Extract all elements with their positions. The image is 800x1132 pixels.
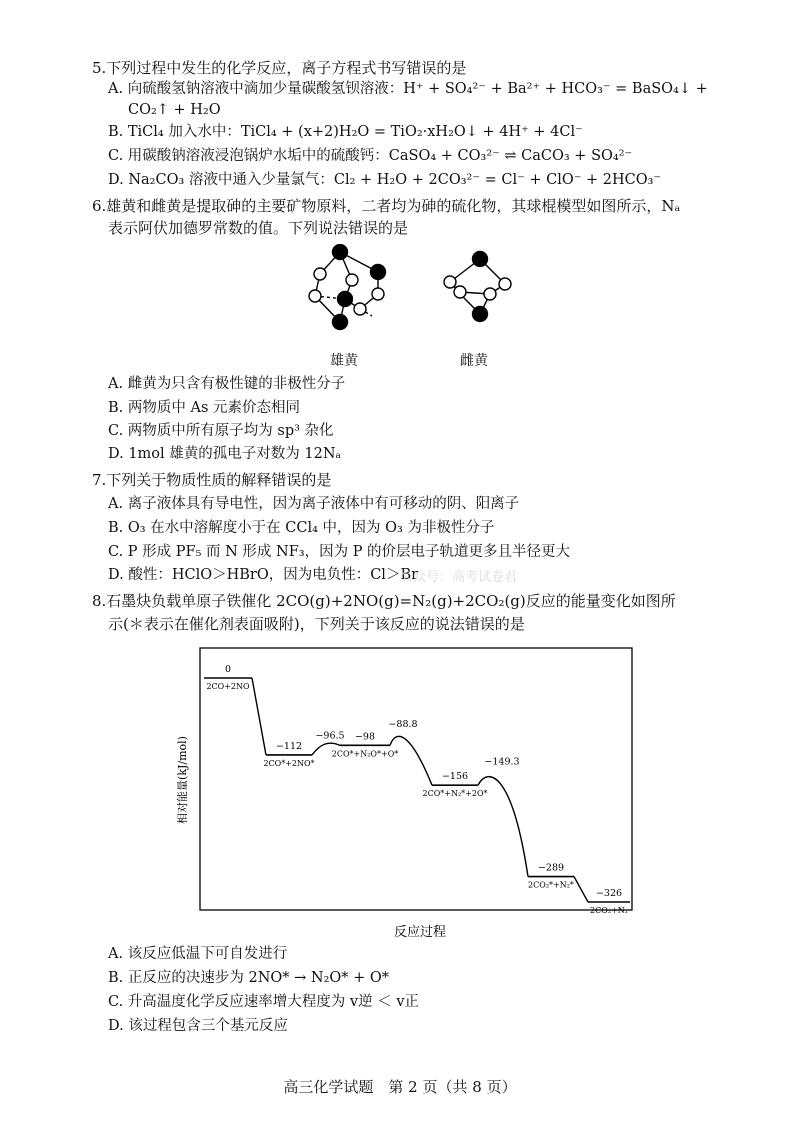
energy-connector-0 <box>252 678 266 755</box>
q6-option-d: D. 1mol 雄黄的孤电子对数为 12Nₐ <box>108 446 342 462</box>
energy-value-label-2: −98 <box>354 731 376 743</box>
q8-option-c: C. 升高温度化学反应速率增大程度为 v逆 ＜ v正 <box>108 994 420 1010</box>
transition-state-label-0: −96.5 <box>315 730 345 742</box>
q6-stem-line2: 表示阿伏加德罗常数的值。下列说法错误的是 <box>108 219 409 237</box>
transition-state-label-2: −149.3 <box>484 756 520 768</box>
energy-connector-4 <box>574 877 588 902</box>
chart-y-axis-label: 相对能量(kJ/mol) <box>176 736 189 824</box>
page-footer: 高三化学试题 第 2 页（共 8 页） <box>283 1078 517 1096</box>
energy-value-label-5: −326 <box>595 888 623 899</box>
energy-value-label-0: 0 <box>224 664 232 675</box>
energy-profile-chart <box>170 640 650 940</box>
energy-connector-2 <box>390 736 432 785</box>
species-label-2: 2CO*+N₂O*+O* <box>331 749 399 759</box>
species-label-1: 2CO*+2NO* <box>263 758 315 768</box>
q5-option-a: A. 向硫酸氢钠溶液中滴加少量碳酸氢钡溶液：H⁺ + SO₄²⁻ + Ba²⁺ + HCO₃⁻ = BaSO₄↓ + <box>108 81 708 97</box>
q7-option-b: B. O₃ 在水中溶解度小于在 CCl₄ 中，因为 O₃ 为非极性分子 <box>108 520 495 536</box>
energy-value-label-4: −289 <box>537 862 565 874</box>
species-label-0: 2CO+2NO <box>206 682 250 691</box>
q5-stem: 5.下列过程中发生的化学反应，离子方程式书写错误的是 <box>92 59 467 77</box>
q8-option-b: B. 正反应的决速步为 2NO* → N₂O* + O* <box>108 970 390 986</box>
chart-x-axis-label: 反应过程 <box>393 925 447 940</box>
q5-option-b: B. TiCl₄ 加入水中：TiCl₄ + (x+2)H₂O = TiO₂·xH₂O↓ + 4H⁺ + 4Cl⁻ <box>108 124 583 140</box>
q5-option-a-cont: CO₂↑ + H₂O <box>128 102 221 118</box>
orpiment-label: 雌黄 <box>460 353 488 369</box>
q7-option-c: C. P 形成 PF₅ 而 N 形成 NF₃，因为 P 的价层电子轨道更多且半径更大 <box>108 544 571 560</box>
realgar-label: 雄黄 <box>330 353 358 369</box>
energy-value-label-1: −112 <box>275 740 303 752</box>
watermark: 公众号：高考试卷君 <box>400 570 518 585</box>
q8-stem-line1: 8.石墨炔负载单原子铁催化 2CO(g)+2NO(g)=N₂(g)+2CO₂(g)反应的能量变化如图所 <box>92 592 676 610</box>
q8-stem-line2: 示(＊表示在催化剂表面吸附)，下列关于该反应的说法错误的是 <box>108 615 525 633</box>
species-label-5: 2CO₂+N₂ <box>590 906 628 915</box>
q6-stem-line1: 6.雄黄和雌黄是提取砷的主要矿物原料，二者均为砷的硫化物，其球棍模型如图所示，Nₐ <box>92 197 681 215</box>
species-label-4: 2CO₂*+N₂* <box>528 880 574 890</box>
q7-stem: 7.下列关于物质性质的解释错误的是 <box>92 471 332 489</box>
q8-option-a: A. 该反应低温下可自发进行 <box>108 946 288 962</box>
q5-option-c: C. 用碳酸钠溶液浸泡锅炉水垢中的硫酸钙：CaSO₄ + CO₃²⁻ ⇌ CaCO₃ + SO₄²⁻ <box>108 148 633 164</box>
chart-frame <box>200 648 632 910</box>
q5-option-d: D. Na₂CO₃ 溶液中通入少量氯气：Cl₂ + H₂O + 2CO₃²⁻ = Cl⁻ + ClO⁻ + 2HCO₃⁻ <box>108 172 662 188</box>
q6-option-b: B. 两物质中 As 元素价态相同 <box>108 400 301 416</box>
realgar-model <box>309 245 386 330</box>
q7-option-a: A. 离子液体具有导电性，因为离子液体中有可移动的阴、阳离子 <box>108 496 520 512</box>
orpiment-model <box>444 252 511 322</box>
energy-value-label-3: −156 <box>441 771 469 783</box>
q7-option-d: D. 酸性：HClO＞HBrO，因为电负性：Cl＞Br <box>108 567 419 583</box>
q8-option-d: D. 该过程包含三个基元反应 <box>108 1018 288 1034</box>
q6-option-a: A. 雌黄为只含有极性键的非极性分子 <box>108 376 346 392</box>
species-label-3: 2CO*+N₂*+2O* <box>422 789 488 799</box>
transition-state-label-1: −88.8 <box>388 719 418 731</box>
ball-stick-models <box>300 244 530 349</box>
q6-option-c: C. 两物质中所有原子均为 sp³ 杂化 <box>108 423 334 439</box>
